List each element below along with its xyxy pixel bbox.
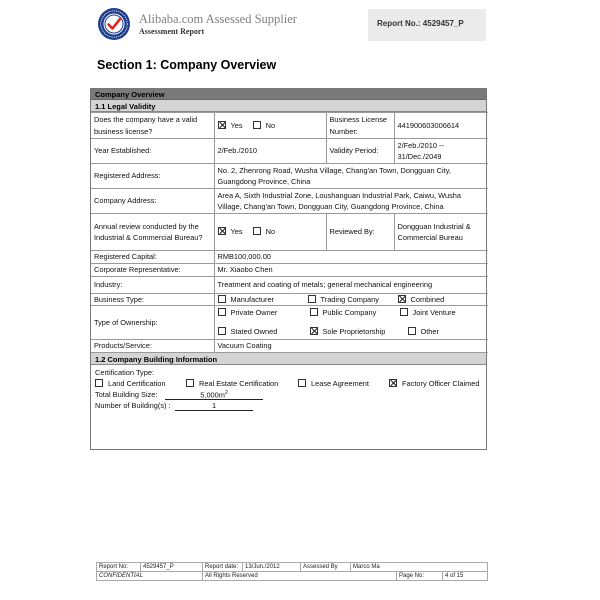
business-type-label: Business Type: [91,293,214,306]
checkbox-icon[interactable] [218,295,226,303]
footer-row [97,563,488,572]
building-size-label: Total Building Size: [95,389,158,399]
table-row [91,306,488,340]
option-label: Real Estate Certification [199,378,279,388]
annual-no-option[interactable] [253,226,275,238]
table-row [91,139,488,164]
option-label: Joint Venture [412,308,456,317]
ownership-joint-venture[interactable] [400,308,456,318]
ownership-stated-owned[interactable] [218,327,310,337]
registered-capital-value: RMB100,000.00 [214,251,488,264]
checkbox-checked-icon[interactable] [310,327,318,335]
checkbox-icon[interactable] [95,379,103,387]
annual-yes-option[interactable] [218,226,243,238]
company-address-value: Area A, Sixth Industrial Zone, Loushanguan Industrial Park, Caiwu, Wusha Village, Chang'an Town, Dongguan City, Guangdong Province, China [214,189,488,214]
table-row [91,263,488,276]
building-size-value [165,389,263,400]
table-row [91,113,488,139]
option-label: No [265,227,276,237]
building-count-row [95,400,482,411]
validity-period-label: Validity Period: [326,139,394,164]
bl-number-label: Business License Number: [326,113,394,139]
bl-number-value: 441900603006614 [394,113,488,139]
building-size-number: 5,000m [200,389,225,399]
ownership-public-company[interactable] [310,308,400,318]
annual-review-options [214,214,326,251]
footer-page-label: Page No: [397,572,443,581]
corporate-representative-label: Corporate Representative: [91,263,214,276]
ownership-type-options [214,306,488,340]
option-label: Yes [230,120,243,130]
report-footer [96,562,488,581]
checkbox-icon[interactable] [310,308,318,316]
option-label: Private Owner [230,308,278,317]
building-info-section [91,365,486,413]
ownership-sole-proprietorship[interactable] [310,327,408,337]
checkbox-icon[interactable] [408,327,416,335]
option-label: Trading Company [320,294,379,304]
checkbox-icon[interactable] [218,308,226,316]
table-row [91,293,488,306]
building-count-value: 1 [175,401,253,411]
option-label: Sole Proprietorship [322,327,386,336]
option-label: Public Company [322,308,377,317]
building-size-row [95,389,482,400]
report-number-value: 4529457_P [422,19,464,28]
brand-title: Alibaba.com Assessed Supplier [139,12,297,26]
footer-confidential: CONFIDENTIAL [97,572,203,581]
company-overview-table [90,88,487,450]
business-type-combined[interactable] [398,294,445,306]
year-established-value: 2/Feb./2010 [214,139,326,164]
checkbox-checked-icon[interactable] [389,379,397,387]
footer-report-date-label: Report date: [203,563,243,572]
license-options [214,113,326,139]
license-question: Does the company have a valid business license? [91,113,214,139]
checkbox-icon[interactable] [253,121,261,129]
reviewed-by-value: Dongguan Industrial & Commercial Bureau [394,214,488,251]
report-number-label: Report No.: [377,19,421,28]
products-service-label: Products/Service: [91,340,214,353]
company-address-label: Company Address: [91,189,214,214]
option-label: No [265,120,276,130]
certification-type-options [95,378,482,389]
report-header [0,0,600,58]
legal-validity-grid [91,112,488,353]
footer-rights: All Rights Reserved [203,572,397,581]
footer-assessed-by-label: Assessed By [301,563,351,572]
checkbox-checked-icon[interactable] [218,121,226,129]
table-row [91,214,488,251]
business-type-manufacturer[interactable] [218,294,308,306]
footer-report-date-value: 13/Jun./2012 [243,563,301,572]
checkbox-icon[interactable] [400,308,408,316]
building-count-label: Number of Building(s) : [95,400,171,410]
footer-row [97,572,488,581]
checkbox-checked-icon[interactable] [218,227,226,235]
license-no-option[interactable] [253,120,275,132]
license-yes-option[interactable] [218,120,243,132]
option-label: Manufacturer [230,294,275,304]
table-row [91,340,488,353]
legal-validity-heading: 1.1 Legal Validity [91,100,486,112]
section-title: Section 1: Company Overview [97,58,277,72]
overview-heading: Company Overview [91,89,486,100]
option-label: Combined [410,294,445,304]
corporate-representative-value: Mr. Xiaobo Chen [214,263,488,276]
cert-factory-officer-claimed[interactable] [389,378,480,389]
option-label: Land Certification [108,378,166,388]
option-label: Yes [230,227,243,237]
cert-real-estate-certification[interactable] [186,378,298,389]
footer-report-no-value: 4529457_P [141,563,203,572]
industry-value: Treatment and coating of metals; general mechanical engineering [214,276,488,293]
checkbox-icon[interactable] [218,327,226,335]
year-established-label: Year Established: [91,139,214,164]
ownership-other[interactable] [408,327,439,337]
annual-review-question: Annual review conducted by the Industrial & Commercial Bureau? [91,214,214,251]
table-row [91,276,488,293]
building-size-unit-exponent: 2 [224,389,228,396]
assessed-supplier-seal-icon [97,7,131,41]
footer-page-value: 4 of 15 [443,572,488,581]
products-service-value: Vacuum Coating [214,340,488,353]
registered-address-label: Registered Address: [91,164,214,189]
business-type-options [214,293,488,306]
certification-type-label: Certification Type: [95,367,155,377]
building-info-heading: 1.2 Company Building Information [91,353,486,365]
table-row [91,164,488,189]
business-type-trading-company[interactable] [308,294,398,306]
footer-assessed-by-value: Marco Ma [351,563,488,572]
option-label: Lease Agreement [311,378,369,388]
option-label: Other [420,327,439,336]
checkbox-checked-icon[interactable] [398,295,406,303]
checkbox-icon[interactable] [186,379,194,387]
checkbox-icon[interactable] [308,295,316,303]
report-number-box [368,9,486,41]
option-label: Stated Owned [230,327,278,336]
ownership-type-label: Type of Ownership: [91,306,214,340]
cert-land-certification[interactable] [95,378,186,389]
checkbox-icon[interactable] [298,379,306,387]
reviewed-by-label: Reviewed By: [326,214,394,251]
industry-label: Industry: [91,276,214,293]
brand-subtitle: Assessment Report [139,27,205,36]
footer-report-no-label: Report No: [97,563,141,572]
table-row [91,251,488,264]
option-label: Factory Officer Claimed [402,378,480,388]
ownership-private-owner[interactable] [218,308,310,318]
cert-lease-agreement[interactable] [298,378,389,389]
validity-period-value: 2/Feb./2010 -- 31/Dec./2049 [394,139,488,164]
registered-capital-label: Registered Capital: [91,251,214,264]
registered-address-value: No. 2, Zhenrong Road, Wusha Village, Chang'an Town, Dongguan City, Guangdong Province, China [214,164,488,189]
table-row [91,189,488,214]
checkbox-icon[interactable] [253,227,261,235]
